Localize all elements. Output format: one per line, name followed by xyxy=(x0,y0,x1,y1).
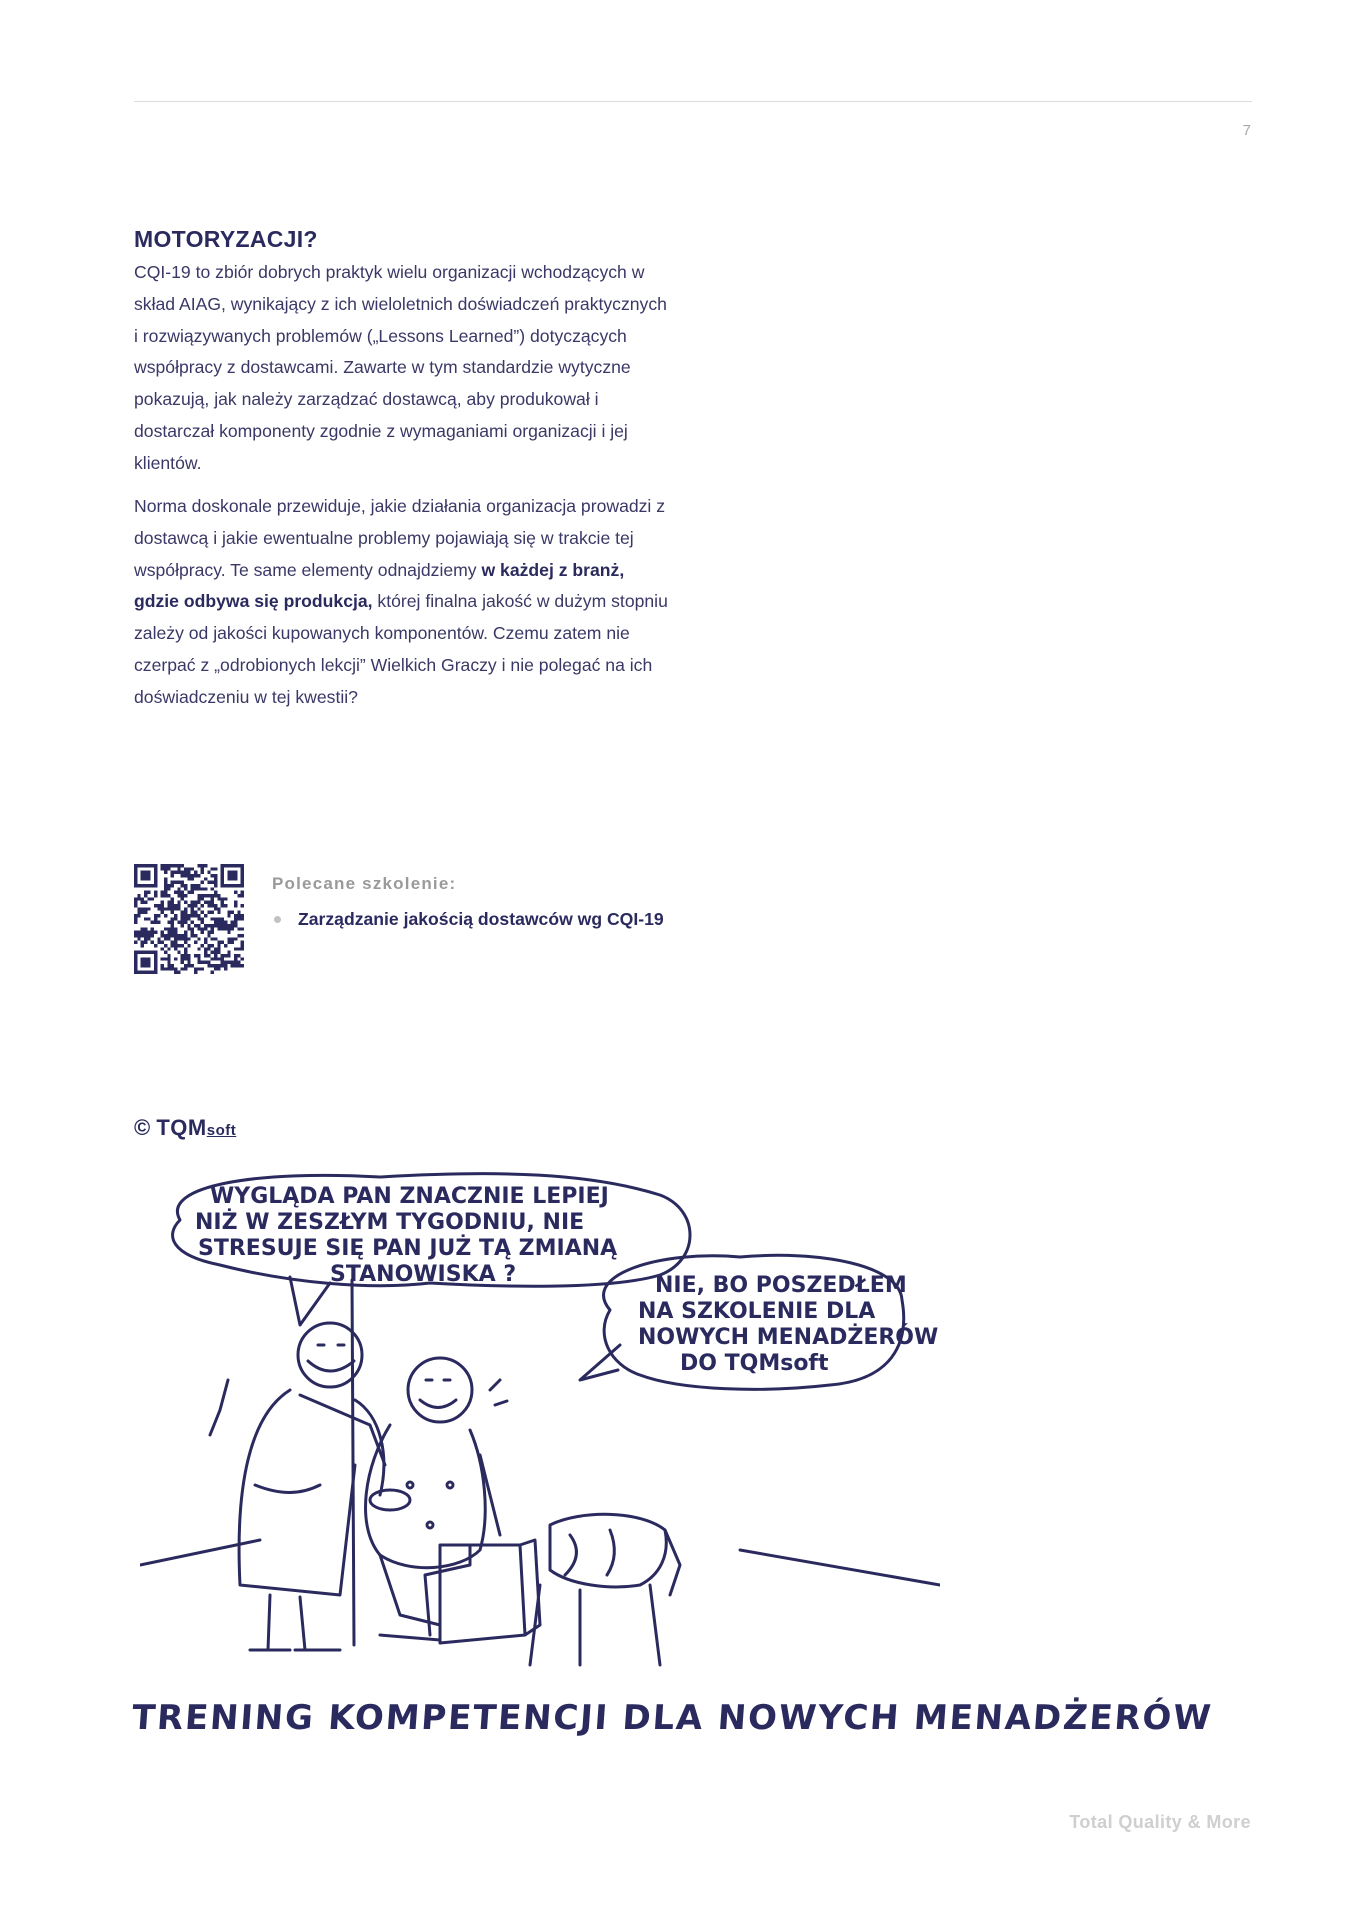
footer-publication-title: Total Quality & More xyxy=(1069,1812,1251,1832)
brand-logo-suffix: soft xyxy=(206,1122,237,1139)
brand-copyright xyxy=(134,1115,236,1141)
box-seat xyxy=(440,1540,540,1643)
bubble2-line1: NIE, BO POSZEDŁEM xyxy=(655,1273,907,1298)
copyright-icon: © xyxy=(134,1115,151,1140)
recommended-training-label: Polecane szkolenie: xyxy=(272,874,457,893)
paragraph-norm-start: Norma doskonale przewiduje, jakie działania organizacja prowadzi z dostawcą i jakie ewentualne problemy pojawiają się w trakcie tej współpracy. Te same elementy odnajdziemy xyxy=(134,496,666,580)
doctor-figure xyxy=(210,1323,410,1650)
bubble2-line2: NA SZKOLENIE DLA xyxy=(638,1299,876,1324)
bubble1-line1: WYGLĄDA PAN ZNACZNIE LEPIEJ xyxy=(210,1184,609,1209)
page-number: 7 xyxy=(1242,122,1251,139)
patient-figure xyxy=(366,1358,507,1640)
paragraph-intro-text: CQI-19 to zbiór dobrych praktyk wielu organizacji wchodzących w skład AIAG, wynikający z ich wieloletnich doświadczeń praktycznych i rozwiązywanych problemów („Lessons Learned”) dotyczących współpracy z dostawcami. Zawarte w tym standardzie wytyczne pokazują, jak należy zarządzać dostawcą, aby produkował i dostarczał komponenty zgodnie z wymaganiami organizacji i jej klientów. xyxy=(134,262,667,473)
top-divider xyxy=(134,101,1252,102)
recommended-training-item[interactable] xyxy=(272,904,692,936)
paragraph-norm xyxy=(134,491,674,714)
recommended-training-link[interactable]: Zarządzanie jakością dostawców wg CQI-19 xyxy=(298,909,664,929)
brand-logo-name: TQM xyxy=(156,1115,207,1140)
section-heading: MOTORYZACJI? xyxy=(134,226,318,252)
cartoon-caption: TRENING KOMPETENCJI DLA NOWYCH MENADŻERÓW xyxy=(130,1698,1214,1738)
chair-with-clothes xyxy=(530,1514,680,1665)
bubble1-line4: STANOWISKA ? xyxy=(330,1262,517,1287)
paragraph-norm-text xyxy=(134,491,674,714)
bullet-icon xyxy=(274,916,281,923)
bubble1-line2: NIŻ W ZESZŁYM TYGODNIU, NIE xyxy=(195,1210,585,1235)
bubble1-line3: STRESUJE SIĘ PAN JUŻ TĄ ZMIANĄ xyxy=(198,1236,618,1261)
paragraph-norm-end: której finalna jakość w dużym stopniu zależy od jakości kupowanych komponentów. Czemu zatem nie czerpać z „odrobionych lekcji” Wielkich Graczy i nie polegać na ich doświadczeniu w tej kwestii? xyxy=(134,591,668,707)
paragraph-intro xyxy=(134,257,674,480)
cartoon-illustration xyxy=(140,1165,940,1685)
qr-code[interactable] xyxy=(134,864,244,974)
bubble2-line3: NOWYCH MENADŻERÓW xyxy=(638,1325,939,1350)
paragraph-norm-emphasis: w każdej z branż, gdzie odbywa się produkcja, xyxy=(134,559,625,612)
brand-logo xyxy=(156,1115,236,1140)
bubble2-line4: DO TQMsoft xyxy=(680,1351,829,1376)
